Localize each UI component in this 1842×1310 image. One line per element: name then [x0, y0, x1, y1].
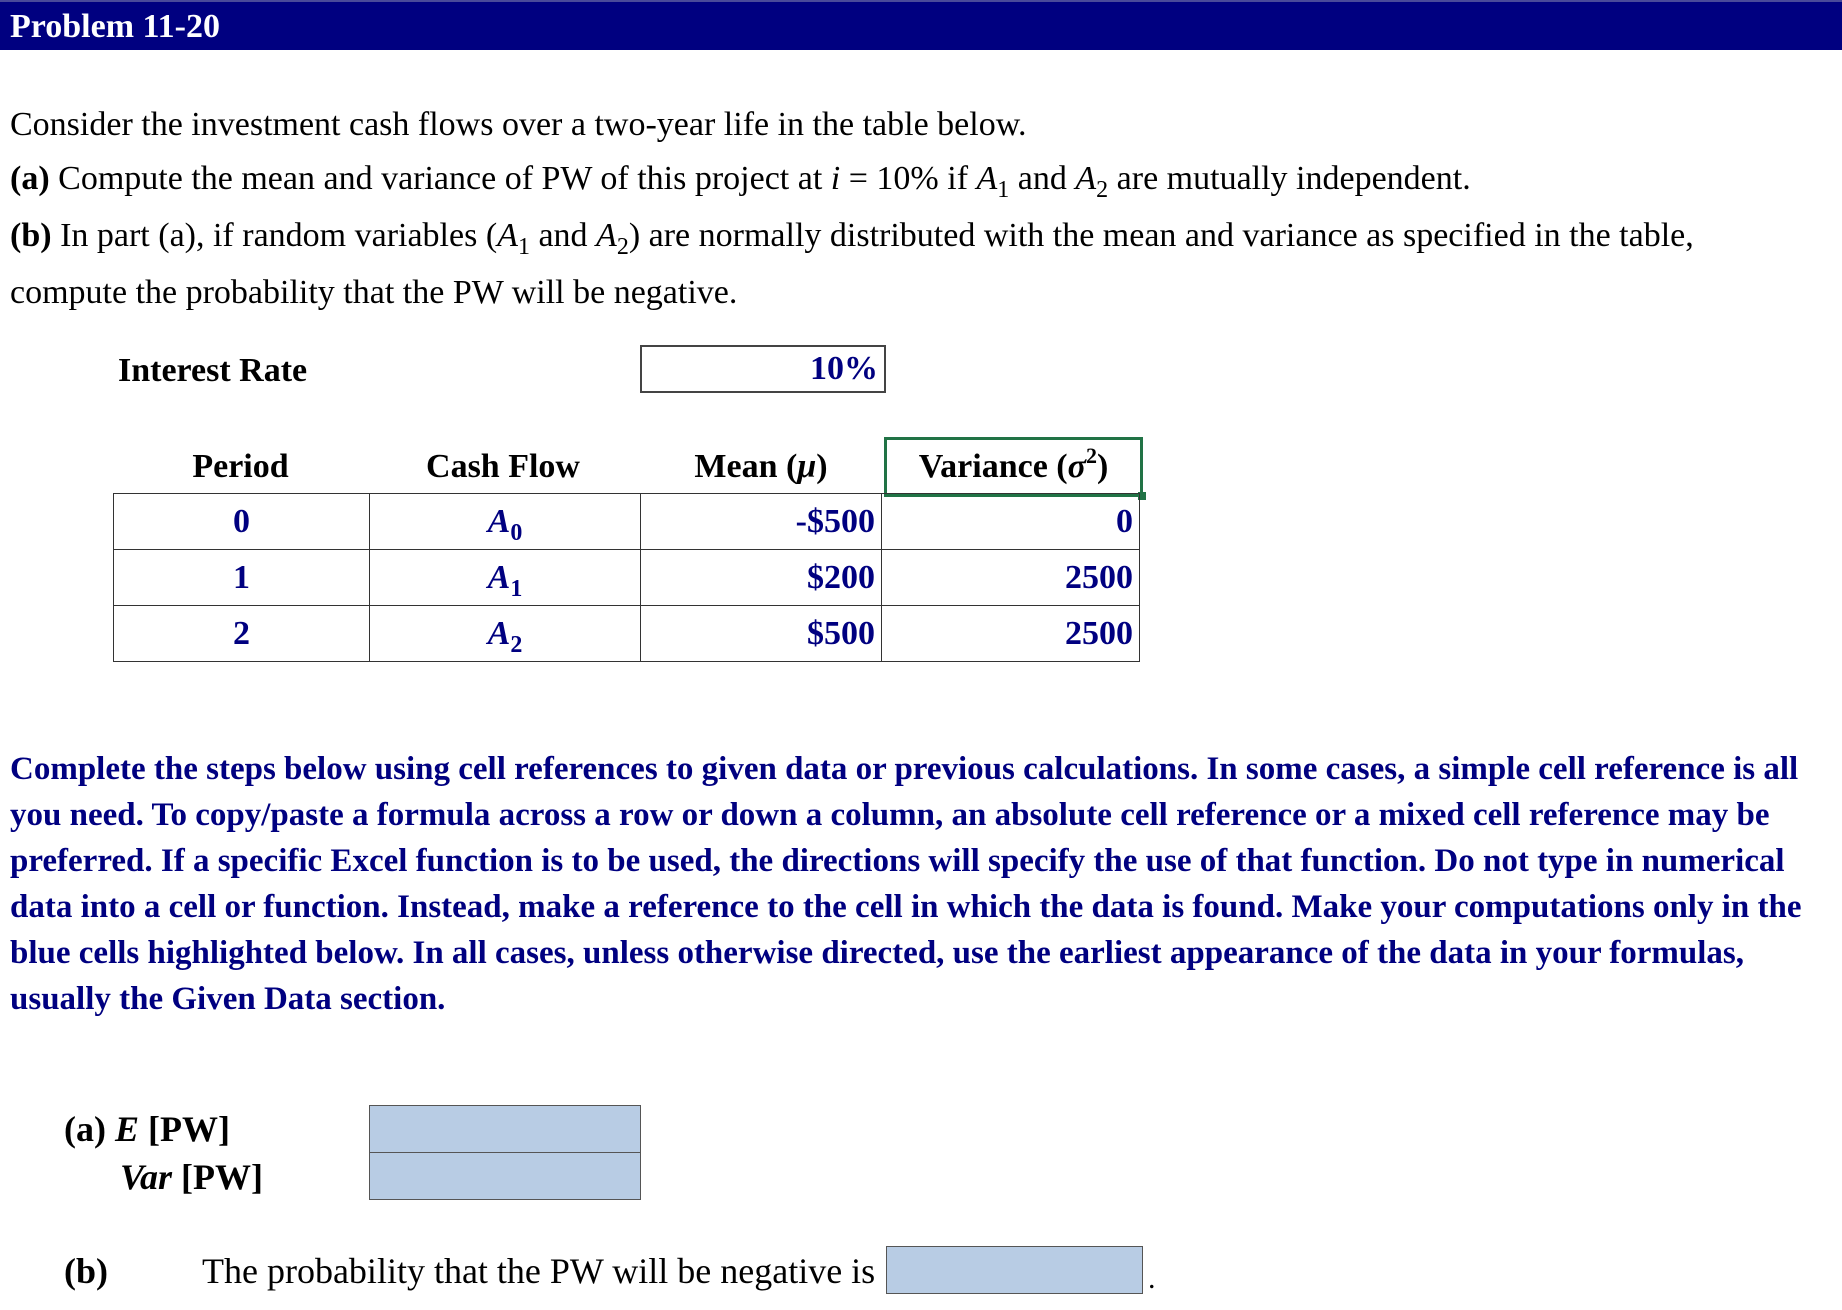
expected-pw: [PW] [148, 1109, 230, 1149]
variance-cell[interactable]: 0 [882, 494, 1140, 550]
cash-flow-var: A [487, 558, 511, 596]
part-b-end: ) are normally distributed with the mean and variance as specified in the table, [628, 217, 1694, 254]
variance-cell[interactable]: 2500 [882, 550, 1140, 606]
problem-line-4: compute the probability that the PW will be negative. [10, 274, 738, 311]
header-gap [0, 50, 1842, 53]
var-pw: [PW] [181, 1157, 263, 1197]
instructions-text: Complete the steps below using cell references to given data or previous calculations. In some cases, a simple cell reference is all you need. To copy/paste a formula across a row or down a column, an absolute cell reference or a mixed cell reference may be preferred. If a specific Excel function is to be used, the directions will specify the use of that function. Do not type in numerical data into a cell or function. Instead, make a reference to the cell in which the data is found. Make your computations only in the blue cells highlighted below. In all cases, unless otherwise directed, use the earliest appearance of the data in your formulas, usually the Given Data section. [10, 751, 1802, 1017]
variance-cell[interactable]: 2500 [882, 606, 1140, 662]
var-b-a1: A [497, 217, 518, 254]
answer-b-period: . [1148, 1262, 1156, 1295]
period-cell[interactable]: 1 [114, 550, 370, 606]
header-mean-close: ) [816, 448, 828, 485]
cash-flow-cell[interactable] [370, 550, 641, 606]
header-period: Period [192, 448, 289, 485]
mean-cell[interactable]: -$500 [641, 494, 882, 550]
header-variance-selected-cell[interactable] [884, 437, 1143, 497]
part-a-text: Compute the mean and variance of PW of this project at [58, 160, 823, 197]
var-a2: A [1075, 160, 1097, 197]
interest-rate-cell[interactable]: 10% [640, 345, 886, 393]
var-a1-sub: 1 [997, 177, 1010, 203]
header-variance-text: Variance ( [918, 448, 1068, 485]
var-b-a1-sub: 1 [517, 234, 530, 260]
var-b-a2-sub: 2 [616, 234, 629, 260]
cash-flow-table [113, 493, 1140, 662]
part-a-rate: = 10% if [848, 160, 969, 197]
cash-flow-var: A [487, 614, 511, 652]
table-row [114, 550, 1140, 606]
sigma-sup: 2 [1085, 443, 1097, 468]
expected-pw-input-cell[interactable] [369, 1105, 641, 1153]
problem-line-1: Consider the investment cash flows over a two-year life in the table below. [10, 106, 1027, 143]
answer-a-label [64, 1108, 230, 1150]
part-a-tag: (a) [10, 160, 50, 197]
answer-var-label [120, 1156, 263, 1198]
problem-statement [10, 98, 1694, 320]
header-variance-close: ) [1096, 448, 1109, 485]
part-b-tag: (b) [10, 217, 52, 254]
interest-rate-label: Interest Rate [118, 352, 308, 389]
period-cell[interactable]: 0 [114, 494, 370, 550]
probability-input-cell[interactable] [886, 1246, 1143, 1294]
header-mean-text: Mean ( [694, 448, 798, 485]
table-row [114, 494, 1140, 550]
var-b-a2: A [596, 217, 617, 254]
problem-title: Problem 11-20 [10, 8, 220, 45]
var-a1: A [976, 160, 998, 197]
interest-symbol: i [830, 160, 841, 197]
mean-cell[interactable]: $200 [641, 550, 882, 606]
period-cell[interactable]: 2 [114, 606, 370, 662]
and-word: and [1017, 160, 1067, 197]
cash-flow-cell[interactable] [370, 494, 641, 550]
cash-flow-sub: 2 [510, 631, 523, 658]
answer-b-text: The probability that the PW will be negative is [202, 1251, 876, 1291]
var-symbol: Var [120, 1157, 173, 1197]
mu-symbol: μ [797, 448, 817, 485]
problem-line-a [10, 152, 1694, 209]
answer-b-tag: (b) [64, 1251, 108, 1291]
cash-flow-sub: 0 [510, 519, 523, 546]
table-row [114, 606, 1140, 662]
answer-a-tag: (a) [64, 1109, 106, 1149]
problem-header [0, 0, 1842, 50]
header-cash-flow: Cash Flow [426, 448, 580, 485]
sigma-symbol: σ [1067, 448, 1086, 485]
header-mean [640, 448, 882, 486]
cash-flow-var: A [487, 502, 511, 540]
part-a-end: are mutually independent. [1116, 160, 1471, 197]
and-word-b: and [538, 217, 588, 254]
cash-flow-sub: 1 [510, 575, 523, 602]
variance-pw-input-cell[interactable] [369, 1152, 641, 1200]
problem-line-b [10, 209, 1694, 266]
cash-flow-cell[interactable] [370, 606, 641, 662]
mean-cell[interactable]: $500 [641, 606, 882, 662]
expected-symbol: E [114, 1109, 139, 1149]
var-a2-sub: 2 [1096, 177, 1109, 203]
part-b-text: In part (a), if random variables ( [60, 217, 498, 254]
